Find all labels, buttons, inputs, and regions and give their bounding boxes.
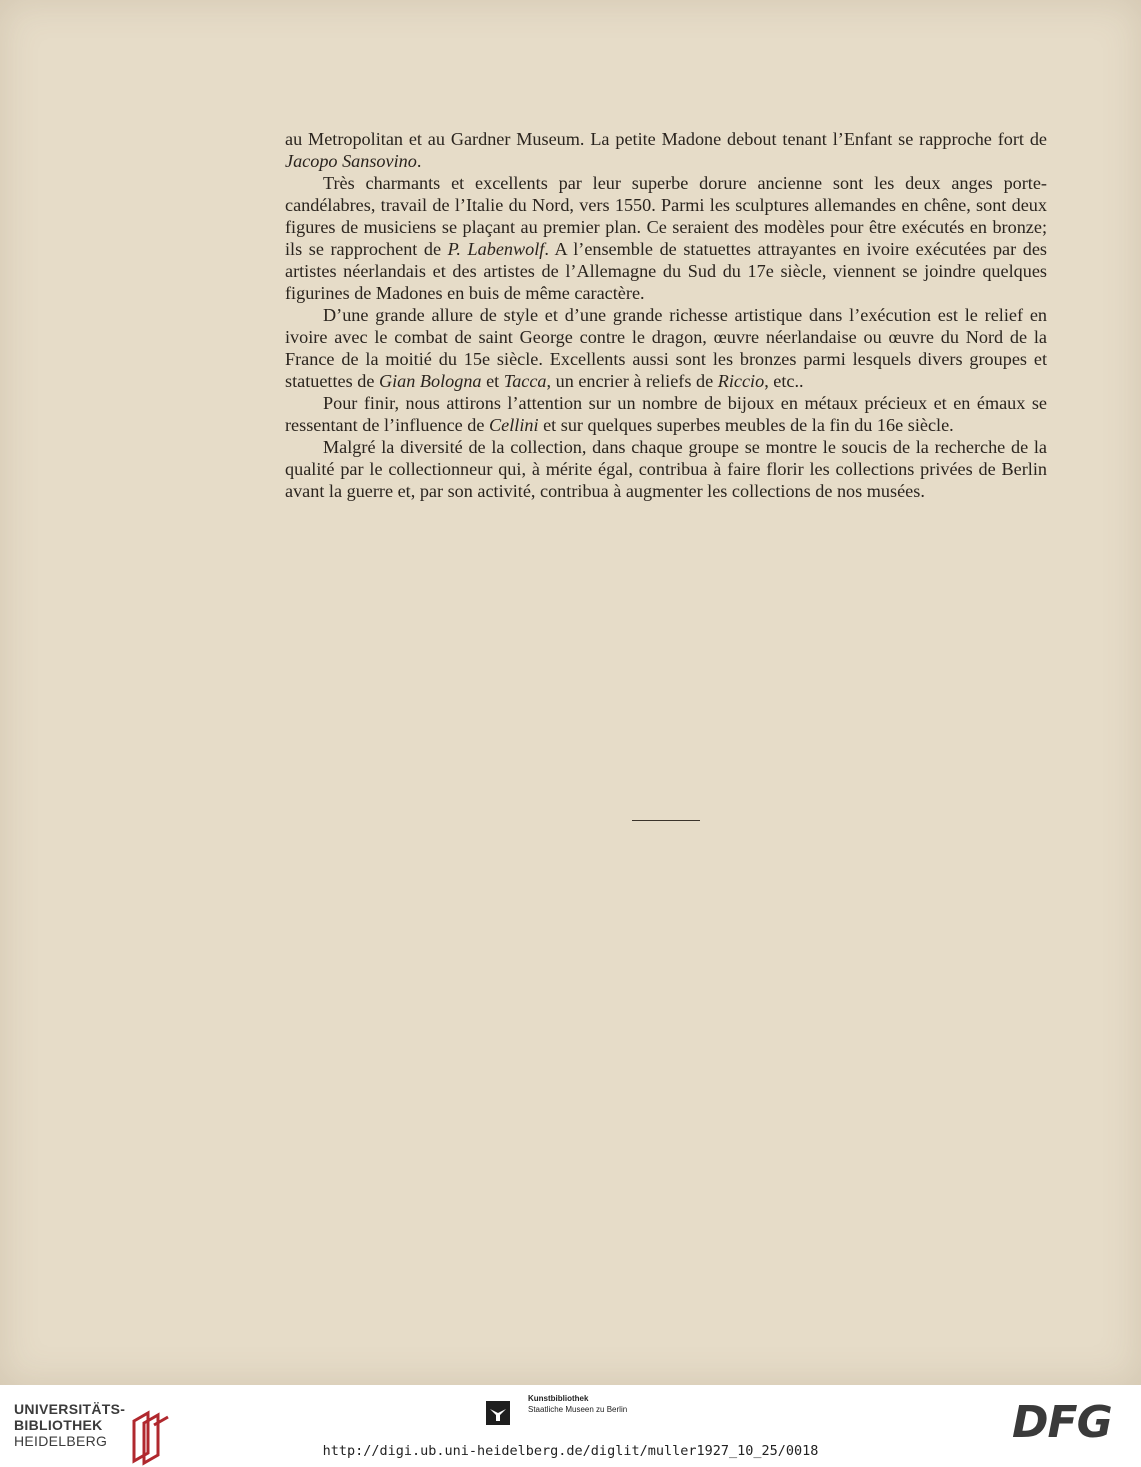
- ub-line-2: BIBLIOTHEK: [14, 1417, 103, 1433]
- paragraph: [285, 436, 1047, 502]
- text-run: Très charmants et excellents par leur superbe dorure ancienne sont les deux anges porte-candélabres, travail de l’Italie du Nord, vers 1550. Parmi les sculptures allemandes en chêne, sont deux figures de musiciens se plaçant au premier plan. Ce seraient des modèles pour être exécutés en bronze; ils se rapprochent de: [285, 173, 1047, 259]
- eagle-icon: [486, 1401, 510, 1425]
- italic-name: Tacca: [503, 371, 547, 391]
- kb-subtitle: Staatliche Museen zu Berlin: [528, 1405, 628, 1414]
- text-run: Malgré la diversité de la collection, dans chaque groupe se montre le soucis de la recherche de la qualité par le collectionneur qui, à mérite égal, contribua à faire florir les collections privées de Berlin avant la guerre et, par son activité, contribua à augmenter les collections de nos musées.: [285, 437, 1047, 501]
- italic-name: Cellini: [489, 415, 539, 435]
- text-run: au Metropolitan et au Gardner Museum. La petite Madone debout tenant l’Enfant se rapproche fort de: [285, 129, 1047, 149]
- kb-title: Kunstbibliothek: [528, 1394, 589, 1403]
- text-run: , un encrier à reliefs de: [546, 371, 718, 391]
- ub-line-3: HEIDELBERG: [14, 1433, 108, 1449]
- paragraph: [285, 172, 1047, 304]
- paragraph: [285, 128, 1047, 172]
- text-run: .: [416, 151, 422, 171]
- italic-name: Gian Bologna: [378, 371, 482, 391]
- text-run: D’une grande allure de style et d’une grande richesse artistique dans l’exécution est le relief en ivoire avec le combat de saint George contre le dragon, œuvre néerlandaise ou œuvre du Nord de la France de la moitié du 15e siècle. Excellents aussi sont les bronzes parmi lesquels divers groupes et statuettes de: [285, 305, 1047, 391]
- text-run: et sur quelques superbes meubles de la fin du 16e siècle.: [538, 415, 954, 435]
- page-url[interactable]: http://digi.ub.uni-heidelberg.de/diglit/muller1927_10_25/0018: [322, 1443, 819, 1459]
- dfg-logo[interactable]: DFG: [1012, 1397, 1112, 1448]
- text-run: , etc..: [764, 371, 804, 391]
- footer-bar: [0, 1385, 1141, 1464]
- italic-name: Riccio: [717, 371, 765, 391]
- text-run: et: [481, 371, 504, 391]
- ub-line-1: UNIVERSITÄTS-: [14, 1401, 126, 1417]
- paragraph: [285, 392, 1047, 436]
- italic-name: Jacopo Sansovino: [285, 151, 417, 171]
- text-run: . A l’ensemble de statuettes attrayantes en ivoire exécutées par des artistes néerlandais et des artistes de l’Allemagne du Sud du 17e siècle, viennent se joindre quelques figurines de Madones en buis de même caractère.: [285, 239, 1047, 303]
- italic-name: P. Labenwolf: [447, 239, 545, 259]
- text-run: Pour finir, nous attirons l’attention sur un nombre de bijoux en métaux précieux et en émaux se ressentant de l’influence de: [285, 393, 1047, 435]
- body-text: [285, 128, 1047, 502]
- paragraph: [285, 304, 1047, 392]
- section-divider: [632, 820, 700, 821]
- ub-heidelberg-logo[interactable]: [14, 1401, 125, 1449]
